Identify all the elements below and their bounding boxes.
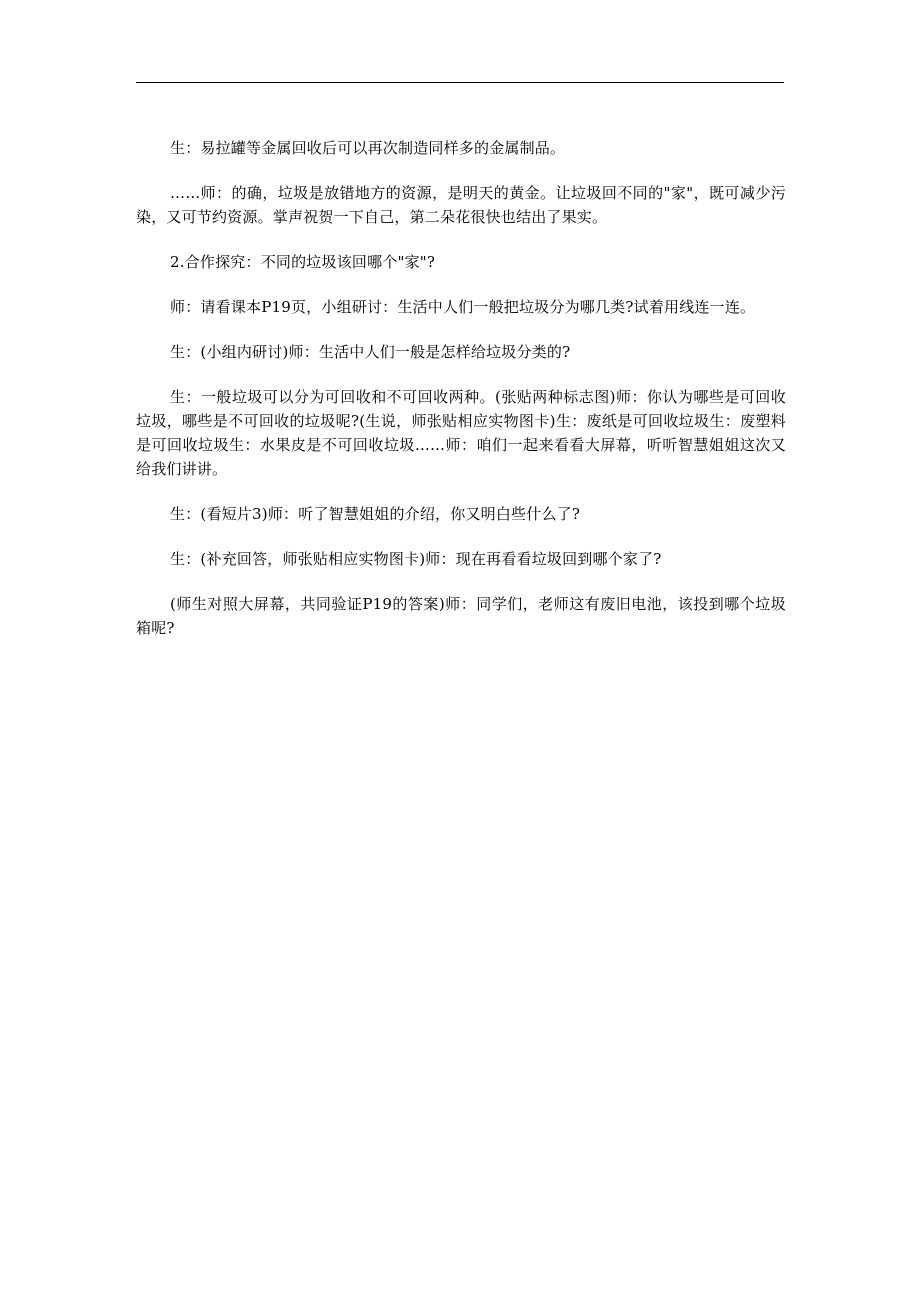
paragraph-8: 生：(补充回答，师张贴相应实物图卡)师：现在再看看垃圾回到哪个家了? <box>170 550 662 568</box>
header-rule <box>136 82 784 83</box>
paragraph-5: 生：(小组内研讨)师：生活中人们一般是怎样给垃圾分类的? <box>170 343 571 361</box>
paragraph-7: 生：(看短片3)师：听了智慧姐姐的介绍，你又明白些什么了? <box>170 505 581 523</box>
paragraph-2: ……师：的确，垃圾是放错地方的资源，是明天的黄金。让垃圾回不同的"家"，既可减少污染，又可节约资源。掌声祝贺一下自己，第二朵花很快也结出了果实。 <box>136 184 786 226</box>
paragraph-9: (师生对照大屏幕，共同验证P19的答案)师：同学们，老师这有废旧电池，该投到哪个垃圾箱呢? <box>136 595 786 637</box>
paragraph-6: 生：一般垃圾可以分为可回收和不可回收两种。(张贴两种标志图)师：你认为哪些是可回收垃圾，哪些是不可回收的垃圾呢?(生说，师张贴相应实物图卡)生：废纸是可回收垃圾生：废塑料是可回收垃圾生：水果皮是不可回收垃圾……师：咱们一起来看看大屏幕，听听智慧姐姐这次又给我们讲讲。 <box>136 388 786 478</box>
paragraph-4: 师：请看课本P19页，小组研讨：生活中人们一般把垃圾分为哪几类?试着用线连一连。 <box>170 298 756 316</box>
paragraph-3: 2.合作探究：不同的垃圾该回哪个"家"? <box>170 253 436 271</box>
paragraph-1: 生：易拉罐等金属回收后可以再次制造同样多的金属制品。 <box>170 139 566 157</box>
document-body <box>136 136 786 661</box>
